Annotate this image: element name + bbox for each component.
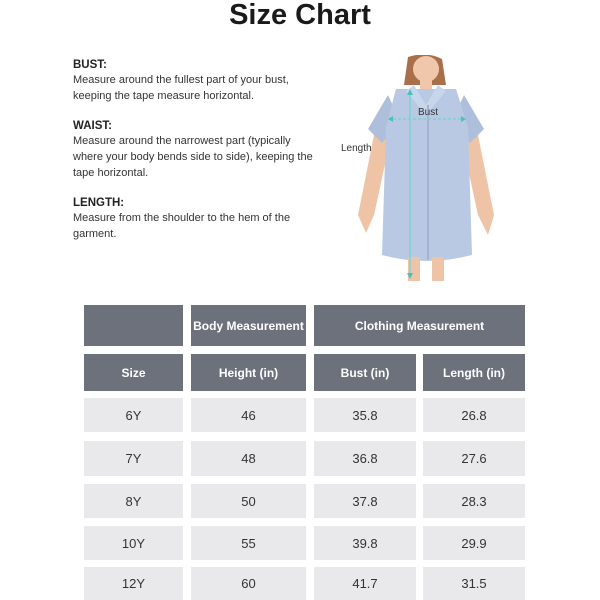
table-cell-bust: 41.7 xyxy=(314,567,416,600)
table-cell-size: 7Y xyxy=(84,441,183,476)
length-description: Measure from the shoulder to the hem of the garment. xyxy=(73,212,291,240)
table-cell-length: 29.9 xyxy=(423,526,525,560)
bust-description: Measure around the fullest part of your bust, keeping the tape measure horizontal. xyxy=(73,74,289,102)
page-title: Size Chart xyxy=(229,0,371,31)
length-label: Length xyxy=(341,143,372,154)
table-cell-bust: 39.8 xyxy=(314,526,416,560)
measurement-guide xyxy=(73,58,323,257)
table-header-size: Size xyxy=(84,354,183,391)
table-cell-height: 60 xyxy=(191,567,306,600)
bust-label: Bust xyxy=(418,107,439,118)
table-cell-bust: 35.8 xyxy=(314,398,416,432)
table-cell-length: 31.5 xyxy=(423,567,525,600)
table-group-header-empty xyxy=(84,305,183,346)
table-cell-length: 27.6 xyxy=(423,441,525,476)
table-cell-length: 26.8 xyxy=(423,398,525,432)
table-cell-height: 48 xyxy=(191,441,306,476)
table-cell-height: 50 xyxy=(191,484,306,518)
length-heading: LENGTH: xyxy=(73,197,125,209)
model-figure xyxy=(338,55,513,285)
waist-description: Measure around the narrowest part (typically where your body bends side to side), keeping the tape horizontal. xyxy=(73,135,313,179)
table-cell-bust: 36.8 xyxy=(314,441,416,476)
table-cell-height: 46 xyxy=(191,398,306,432)
table-cell-size: 6Y xyxy=(84,398,183,432)
table-group-header-clothing: Clothing Measurement xyxy=(314,305,525,346)
bust-heading: BUST: xyxy=(73,59,107,71)
shirt-dress-illustration xyxy=(338,55,513,285)
waist-heading: WAIST: xyxy=(73,120,112,132)
table-header-length: Length (in) xyxy=(423,354,525,391)
table-group-header-body: Body Measurement xyxy=(191,305,306,346)
table-cell-size: 12Y xyxy=(84,567,183,600)
table-cell-size: 8Y xyxy=(84,484,183,518)
table-header-height: Height (in) xyxy=(191,354,306,391)
table-cell-length: 28.3 xyxy=(423,484,525,518)
table-header-bust: Bust (in) xyxy=(314,354,416,391)
table-cell-bust: 37.8 xyxy=(314,484,416,518)
table-cell-height: 55 xyxy=(191,526,306,560)
table-cell-size: 10Y xyxy=(84,526,183,560)
